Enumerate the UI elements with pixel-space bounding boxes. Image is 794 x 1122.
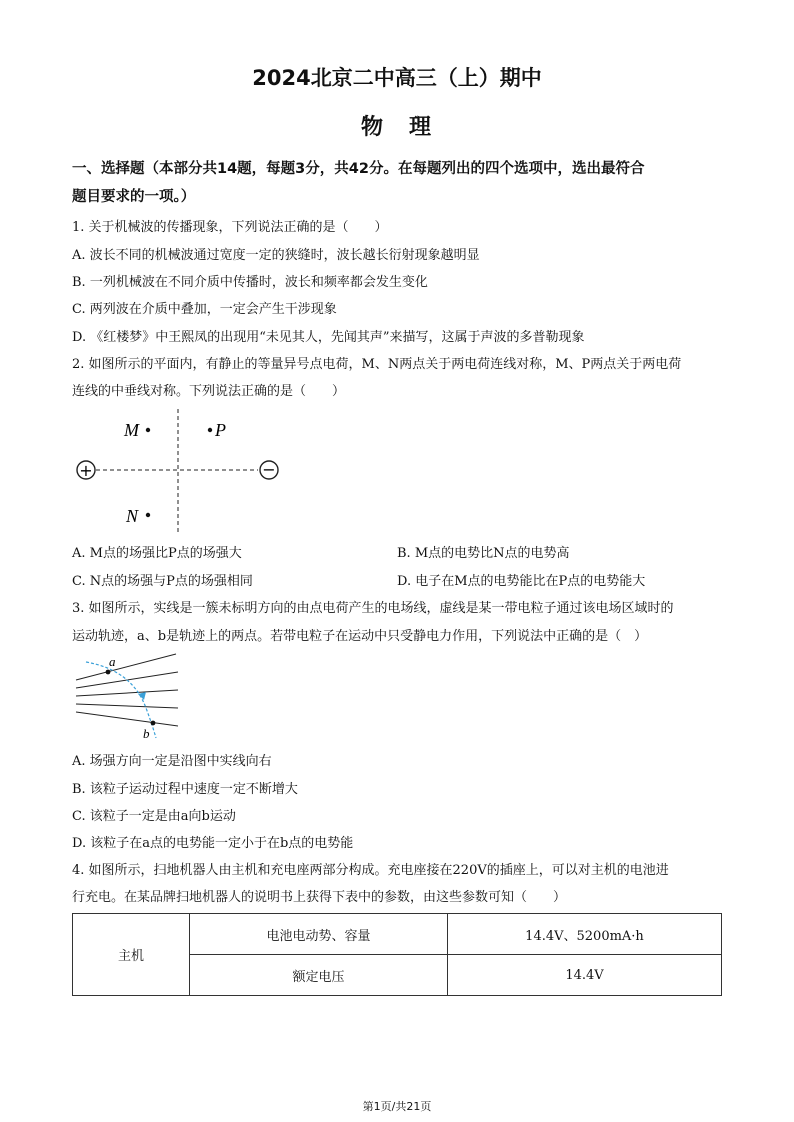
table-param-name: 额定电压 [190, 955, 448, 996]
point-a-dot [106, 670, 111, 675]
q3-field-diagram [72, 650, 184, 742]
q3-option-d: D. 该粒子在a点的电势能一定小于在b点的电势能 [72, 836, 354, 851]
point-p-label: P [215, 420, 226, 440]
trajectory-arrow [138, 692, 146, 700]
field-line-1 [76, 654, 176, 680]
point-p-dot [208, 428, 212, 432]
table-param-value: 14.4V [448, 955, 722, 996]
q2-charge-diagram [70, 405, 290, 535]
subject-title: 物 理 [360, 115, 433, 140]
q2-stem-line1: 2. 如图所示的平面内，有静止的等量异号点电荷，M、N两点关于两电荷连线对称，M、P两点关于两电荷 [72, 357, 682, 372]
page-number: 第1页/共21页 [362, 1100, 432, 1113]
q2-stem-line2: 连线的中垂线对称。下列说法正确的是（ ） [72, 384, 346, 399]
q2-option-a: A. M点的场强比P点的场强大 [72, 546, 242, 561]
positive-charge-sign: + [79, 461, 93, 480]
point-n-label: N [126, 506, 139, 526]
field-line-4 [76, 704, 178, 708]
point-m-label: M [124, 420, 139, 440]
q1-option-d: D. 《红楼梦》中王熙凤的出现用“未见其人，先闻其声”来描写，这属于声波的多普勒现象 [72, 330, 585, 345]
q2-option-b: B. M点的电势比N点的电势高 [397, 546, 570, 561]
point-n-dot [146, 513, 150, 517]
q1-option-b: B. 一列机械波在不同介质中传播时，波长和频率都会发生变化 [72, 275, 428, 290]
q3-stem-line2: 运动轨迹，a、b是轨迹上的两点。若带电粒子在运动中只受静电力作用，下列说法中正确的是（ ） [72, 629, 648, 644]
field-line-5 [76, 712, 178, 726]
point-b-dot [151, 721, 156, 726]
point-b-label: b [143, 726, 150, 741]
q3-option-a: A. 场强方向一定是沿图中实线向右 [72, 754, 272, 769]
point-m-dot [146, 428, 150, 432]
section-heading-line1: 一、选择题（本部分共14题，每题3分，共42分。在每题列出的四个选项中，选出最符合 [72, 161, 645, 177]
point-a-label: a [109, 654, 116, 669]
q1-option-c: C. 两列波在介质中叠加，一定会产生干涉现象 [72, 302, 337, 317]
table-param-value: 14.4V、5200mA·h [448, 914, 722, 955]
q1-stem: 1. 关于机械波的传播现象，下列说法正确的是（ ） [72, 220, 388, 235]
section-heading-line2: 题目要求的一项。） [72, 189, 196, 205]
page-title: 2024北京二中高三（上）期中 [252, 66, 542, 90]
q3-option-c: C. 该粒子一定是由a向b运动 [72, 809, 236, 824]
q3-option-b: B. 该粒子运动过程中速度一定不断增大 [72, 782, 298, 797]
field-line-3 [76, 690, 178, 696]
table-group-label: 主机 [73, 914, 190, 996]
q1-option-a: A. 波长不同的机械波通过宽度一定的狭缝时，波长越长衍射现象越明显 [72, 248, 480, 263]
table-row [73, 914, 722, 955]
q4-stem-line2: 行充电。在某品牌扫地机器人的说明书上获得下表中的参数，由这些参数可知（ ） [72, 890, 567, 905]
q2-option-d: D. 电子在M点的电势能比在P点的电势能大 [397, 574, 646, 589]
q2-option-c: C. N点的场强与P点的场强相同 [72, 574, 253, 589]
q4-stem-line1: 4. 如图所示，扫地机器人由主机和充电座两部分构成。充电座接在220V的插座上，可以对主机的电池进 [72, 863, 669, 878]
q4-parameter-table [72, 913, 722, 996]
q3-stem-line1: 3. 如图所示，实线是一簇未标明方向的由点电荷产生的电场线，虚线是某一带电粒子通过该电场区域时的 [72, 601, 674, 616]
table-param-name: 电池电动势、容量 [190, 914, 448, 955]
negative-charge-sign: − [262, 460, 276, 479]
